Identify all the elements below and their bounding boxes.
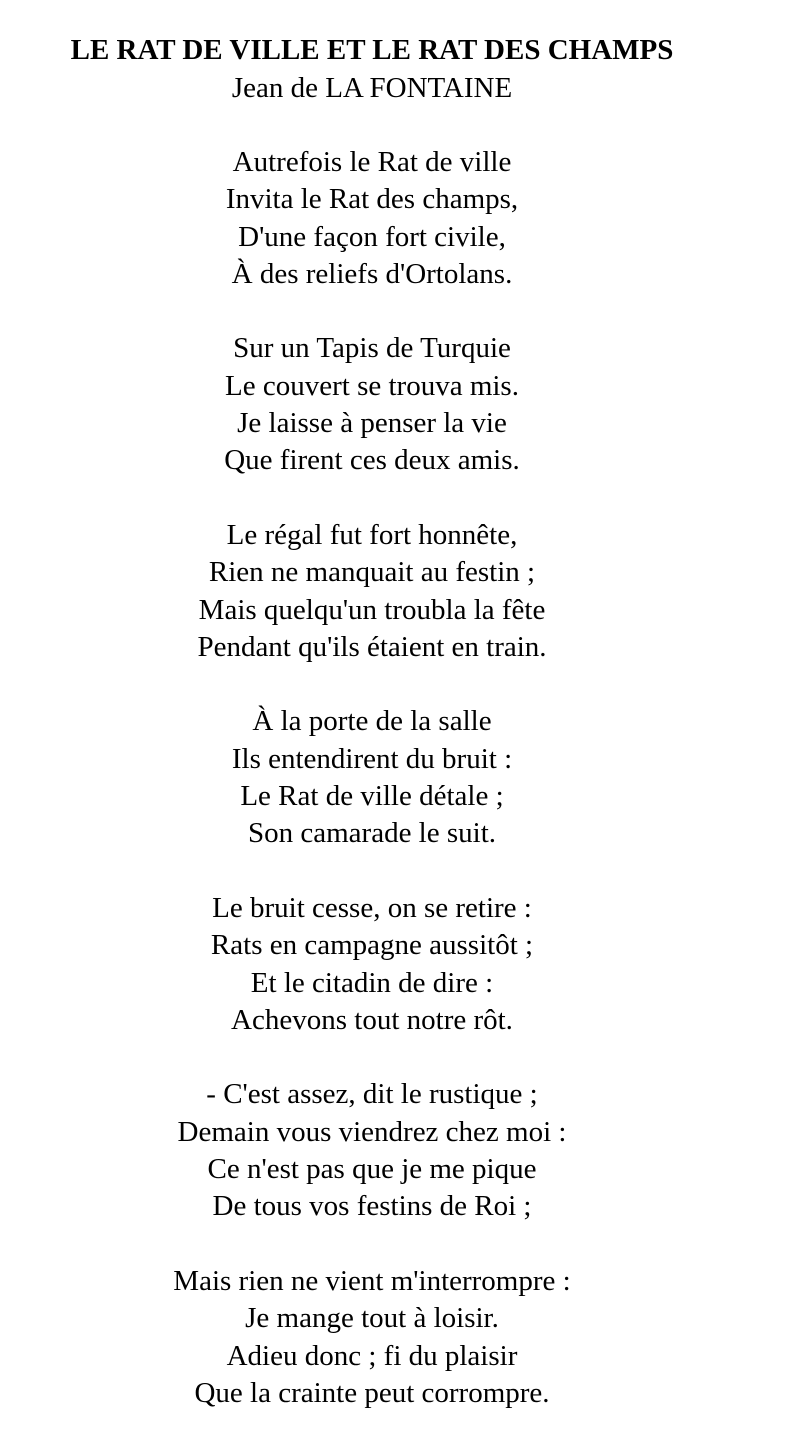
- verse-line: Que firent ces deux amis.: [224, 444, 520, 477]
- verse-line: De tous vos festins de Roi ;: [212, 1190, 532, 1223]
- verse-line: Son camarade le suit.: [247, 817, 497, 850]
- verse-line: Invita le Rat des champs,: [225, 183, 519, 216]
- verse-line: À la porte de la salle: [252, 705, 492, 738]
- stanza: [0, 330, 744, 479]
- verse-line: Ce n'est pas que je me pique: [207, 1153, 537, 1186]
- stanza: [0, 890, 744, 1039]
- stanza: [0, 703, 744, 852]
- verse-line: Mais quelqu'un troubla la fête: [198, 593, 546, 626]
- verse-line: D'une façon fort civile,: [238, 220, 506, 253]
- verse-line: - C'est assez, dit le rustique ;: [206, 1078, 538, 1111]
- verse-line: Et le citadin de dire :: [250, 966, 494, 999]
- verse-line: Mais rien ne vient m'interrompre :: [173, 1264, 571, 1297]
- verse-line: Que la crainte peut corrompre.: [194, 1376, 550, 1409]
- verse-line: Le régal fut fort honnête,: [226, 518, 518, 551]
- stanza: [0, 1076, 744, 1225]
- verse-line: Rien ne manquait au festin ;: [208, 556, 536, 589]
- verse-line: Ils entendirent du bruit :: [231, 742, 513, 775]
- verse-line: Le Rat de ville détale ;: [240, 780, 504, 813]
- stanza: [0, 517, 744, 666]
- verse-line: Je laisse à penser la vie: [237, 407, 507, 440]
- verse-line: Pendant qu'ils étaient en train.: [197, 630, 547, 663]
- poem-body: [0, 144, 744, 1449]
- poem-title: LE RAT DE VILLE ET LE RAT DES CHAMPS: [70, 34, 674, 66]
- verse-line: Sur un Tapis de Turquie: [233, 332, 511, 365]
- stanza: [0, 144, 744, 293]
- verse-line: Le couvert se trouva mis.: [225, 369, 519, 402]
- verse-line: Autrefois le Rat de ville: [232, 146, 512, 178]
- verse-line: Le bruit cesse, on se retire :: [212, 891, 532, 924]
- verse-line: Demain vous viendrez chez moi :: [177, 1115, 567, 1148]
- verse-line: Adieu donc ; fi du plaisir: [226, 1339, 518, 1372]
- verse-line: À des reliefs d'Ortolans.: [231, 257, 513, 290]
- stanza: [0, 1263, 744, 1412]
- poem-author: Jean de LA FONTAINE: [231, 72, 513, 104]
- verse-line: Je mange tout à loisir.: [245, 1302, 499, 1335]
- verse-line: Rats en campagne aussitôt ;: [210, 929, 534, 962]
- verse-line: Achevons tout notre rôt.: [231, 1003, 513, 1036]
